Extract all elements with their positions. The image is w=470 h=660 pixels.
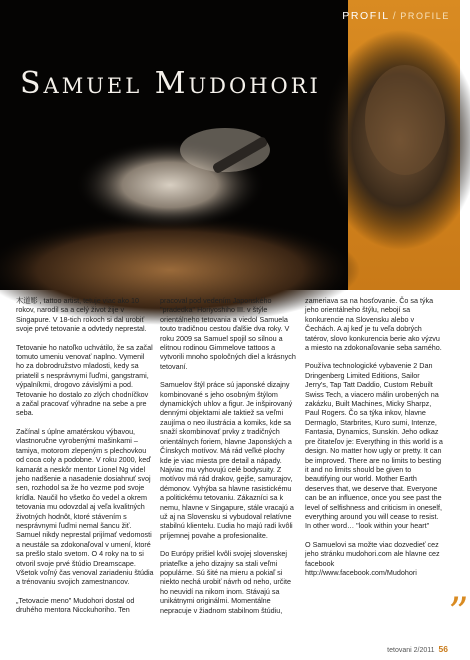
section-label bbox=[342, 10, 450, 22]
section-separator: / bbox=[392, 10, 398, 22]
paragraph: Do Európy prišiel kvôli svojej slovenskej priateľke a jeho dizajny sa stali veľmi populárne. Sú šité na mieru a pokiaľ si niekto nechá urobiť návrh od neho, určite ho neuvidí na nikom inom. Stávajú sa unikátnymi originálmi. Momentálne nepracuje v žiadnom stabilnom štúdiu, bbox=[160, 549, 291, 615]
paragraph: Samuelov štýl práce sú japonské dizajny kombinované s jeho osobným štýlom dynamických uhlov a figur. Je inšpirovaný dennými objektami ale taktiež sa veľmi zaujíma o neo ilustrácia a komiks, kde sa snaží skombinovať prvky z tradičných orientálnych foriem, hlavne Japonských a Čínskych motívov. Má rád veľké plochy kde je viac miesta pre detail a nápady. Najviac mu vyhovujú celé bodysuity. Z motívov má rád drakov, gejše, samurajov, démonov. Vyhýba sa hlavne rasistickému a politickému tetovaniu. Zákazníci sa k nemu, hlavne v Singapure, stále vracajú a už aj na Slovensku si vybudoval relatívne stabilnú klientelu. Ľudia ho majú radi kvôli príjemnej povahe a profesionalite. bbox=[160, 380, 294, 540]
paragraph: „Tetovacie meno" Mudohori dostal od druhého mentora Nicckuhoriho. Ten bbox=[16, 595, 135, 615]
section-name: PROFIL bbox=[342, 10, 390, 22]
text-column-3 bbox=[305, 296, 443, 586]
paragraph: zameriava sa na hosťovanie. Čo sa týka jeho orientálneho štýlu, nebojí sa konkurencie na Slovensku alebo v Čechách. A aj keď je tu veľa dobrých tatérov, slovo konkurencia berie ako výzvu a miesto na zdokonaľovanie seba samého. bbox=[305, 296, 442, 353]
page-footer bbox=[387, 644, 448, 654]
paragraph: pracoval pod vedením Japonského "pradedka" Horiyoshiho III. v štýle orientálneho tetovania a viedol Samuela touto tradičnou cestou ďalšie dva roky. V roku 2009 sa Samuel spojil so silnou a elitnou rodinou Gimmelove tattoos a vytvorili mnoho spoločných diel a krásnych tetovaní. bbox=[160, 296, 296, 371]
text-column-2 bbox=[160, 296, 296, 624]
paragraph: Tetovanie ho natoľko uchvátilo, že sa začal tomuto umeniu venovať naplno. Vymenil ho za dobrodružstvo mladosti, kedy sa priatelil s nesprávnymi ľuďmi, gangstrami, výpalníkmi, drogovo závislými a pod. Tetovanie ho dostalo zo zlých chodníčkov a začal pracovať výhradne na sebe a pre seba. bbox=[16, 342, 153, 418]
paragraph: Používa technologické vybavenie 2 Dan Dringenberg Limited Editions, Sailor Jerry's, Tap Tatt Daddio, Custom Rebuilt Swiss Tech, a viacero málin urobených na zakázku, Built Machines, Micky Sharpz, Paul Rogers. Čo sa týka inkov, hlavne Dermaglo, Starbrites, Kuro sumi, Intenze, Fantasia, Dynamics, Sunskin. Jeho odkaz pre čitateľov je: Everything in this world is a design. No matter how ugly or pretty. It can be improved. There are no limits to besting it and no limits should be given to beautifying our world. Mother Earth deserves that, we deserve that. Everyone can be an influence, once you see past the level of selfishness and criticism in oneself, everything around you will cease to resist. In other word… "look within your heart" bbox=[305, 361, 443, 531]
paragraph: O Samuelovi sa možte viac dozvedieť cez jeho stránku mudohori.com ale hlavne cez facebook http://www.facebook.com/Mudohori bbox=[305, 539, 440, 577]
magazine-issue: tetovani 2/2011 bbox=[387, 647, 435, 654]
paragraph: Začínal s úplne amatérskou výbavou, vlastnoručne vyrobenými mašinkami – tamiya, motorom zlepeným s plechovkou od coca coly a podobne. V roku 2000, keď kamarát a neskôr mentor Lionel Ng videl jeho nadšenie a nasadenie dosiahnuť svoj sen, rozhodol sa že ho vezme pod svoje krídla. Naučil ho všetko čo vedel a okrem tetovania mu odovzdal aj veľa kvalitných životných hodnôt, ktoré stávením s nesprávnymi ľuďmi nemal šancu žiť. Samuel nikdy neprestal prijímať vedomosti a neustále sa zdokonaľoval v umení, ktoré sa prešlo stalo svetom. O 4 roky na to si otvoril svoje prvé štúdio Dreamscape. Všetok voľný čas venoval zariadeniu štúdia a trénovaniu svojich zamestnancov. bbox=[16, 426, 154, 587]
page-number: 56 bbox=[438, 644, 448, 654]
tattooing-photo bbox=[0, 0, 460, 290]
hero-photo bbox=[0, 0, 460, 290]
text-column-1 bbox=[16, 296, 154, 624]
quote-mark-icon: „ bbox=[449, 565, 470, 611]
section-name-en: PROFILE bbox=[400, 11, 450, 21]
article-title: Samuel Mudohori bbox=[20, 66, 321, 101]
paragraph: 木道彫 , tattoo artist, tetuje viac ako 10 rokov, narodil sa a celý život žije v Singapure. V 18-tich rokoch si dal urobiť svoje prvé tetovanie a odvtedy neprestal. bbox=[16, 296, 147, 334]
